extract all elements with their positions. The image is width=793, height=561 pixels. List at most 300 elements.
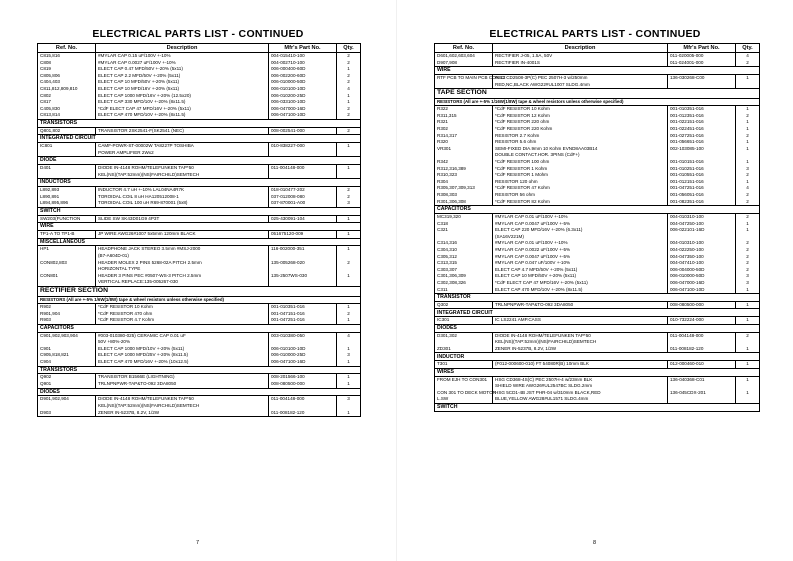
- cell-description: ELECT CAP 470 MFD/10V +-20% (8x11.5): [493, 287, 668, 294]
- cell-description: RESISTOR 120 ohm: [493, 179, 668, 186]
- cell-part-no: 001-012151-016: [668, 179, 736, 186]
- table-row: [435, 301, 760, 309]
- table-row: [38, 374, 361, 381]
- table-row: [435, 199, 760, 206]
- cell-description: JP WIRE AWG26#1007 5x5mm 120mm BLACK: [96, 231, 269, 239]
- cell-qty: 2: [736, 267, 760, 274]
- section-label: INDUCTOR: [435, 353, 760, 361]
- cell-description: SEMI-FIXED DIA.9mm 10 Kohm EVND8AA03B14: [493, 146, 668, 153]
- cell-description: *CdF RESISTOR 470 ohm: [96, 311, 269, 318]
- cell-qty: 2: [736, 60, 760, 67]
- cell-qty: 2: [337, 260, 361, 267]
- cell-ref: ZD301: [435, 346, 493, 353]
- table-row: [435, 317, 760, 325]
- cell-part-no: 001-012351-016: [668, 113, 736, 120]
- cell-qty: [337, 339, 361, 346]
- cell-ref: C905,818,821: [38, 352, 96, 359]
- cell-description: HSG CD368-4S(C) PEC 2507H-4 w/23mm BLK: [493, 376, 668, 383]
- cell-description: KEL(NS)(TAP:52mm)(NS)FAIRCHILD)SEMTECH: [493, 339, 668, 346]
- cell-qty: 2: [337, 311, 361, 318]
- cell-description: #MYLAR CAP 0.0027 uF/100V +-10%: [96, 60, 269, 67]
- cell-part-no: 001-047151-016: [269, 311, 337, 318]
- cell-part-no: 006-047000-16D: [269, 106, 337, 113]
- cell-ref: R320: [435, 139, 493, 146]
- table-row: [435, 254, 760, 261]
- section-label: TRANSISTOR: [435, 294, 760, 302]
- cell-description: DIODE IN-4148 ROHM/TELEFUNKEN TAP*50: [96, 396, 269, 403]
- cell-part-no: 004-010310-100: [668, 240, 736, 247]
- cell-description: RED,NC,BLACK AWG22#UL1007 SLDG.4mm: [493, 82, 668, 89]
- section-label: RECTIFIER SECTION: [38, 287, 361, 297]
- cell-qty: 1: [736, 301, 760, 309]
- cell-qty: 1: [337, 93, 361, 100]
- section-note-row: [435, 98, 760, 106]
- cell-ref: L890,891: [38, 194, 96, 201]
- table-row: [38, 317, 361, 324]
- cell-ref: C904: [38, 359, 96, 366]
- cell-ref: [38, 253, 96, 260]
- table-row: [435, 396, 760, 403]
- cell-ref: C808: [38, 60, 96, 67]
- cell-qty: 1: [736, 106, 760, 113]
- cell-part-no: [668, 152, 736, 159]
- section-header-row: [38, 157, 361, 165]
- table-row: [38, 194, 361, 201]
- cell-description: *CdF RESISTOR 1 Kohm: [493, 166, 668, 173]
- cell-description: KEL(NS)(TAP:52mm)(NS)FAIRCHILD)SEMTECH: [96, 172, 269, 179]
- cell-description: TRANSISTOR B1566E (LIGHTNING): [96, 374, 269, 381]
- table-header-row: [38, 44, 361, 53]
- cell-qty: 1: [337, 246, 361, 253]
- cell-ref: [38, 150, 96, 157]
- cell-description: ELECT CAP 1000 MFD/16V +-20% (12.5x20): [96, 93, 269, 100]
- table-row: [38, 266, 361, 273]
- cell-ref: R301,306,308: [435, 199, 493, 206]
- cell-qty: [736, 383, 760, 390]
- cell-ref: C819: [38, 66, 96, 73]
- cell-ref: R903: [38, 317, 96, 324]
- table-row: [435, 376, 760, 383]
- table-row: [38, 187, 361, 194]
- table-row: [435, 383, 760, 390]
- cell-qty: 2: [736, 240, 760, 247]
- cell-qty: 1: [337, 143, 361, 150]
- table-row: [38, 346, 361, 353]
- cell-qty: 1: [337, 165, 361, 172]
- cell-ref: D301,302: [435, 332, 493, 339]
- cell-ref: [38, 172, 96, 179]
- cell-qty: 2: [736, 213, 760, 220]
- cell-qty: 1: [337, 346, 361, 353]
- cell-part-no: 006-010000-50D: [668, 273, 736, 280]
- cell-qty: 2: [736, 247, 760, 254]
- cell-part-no: 001-056051-016: [668, 192, 736, 199]
- cell-part-no: 001-027251-016: [668, 133, 736, 140]
- section-header-row: [38, 179, 361, 187]
- cell-description: HORIZONTAL TYPE: [96, 266, 269, 273]
- table-row: [435, 240, 760, 247]
- cell-qty: 2: [337, 187, 361, 194]
- cell-ref: [38, 279, 96, 286]
- cell-description: HEADER 3 PINS PEC #0507-WS-3 PITCH 2.5mm: [96, 273, 269, 280]
- table-row: [435, 227, 760, 234]
- cell-qty: 1: [337, 99, 361, 106]
- page-number: 7: [196, 540, 200, 546]
- table-row: [38, 396, 361, 403]
- cell-qty: 2: [337, 194, 361, 201]
- cell-ref: L.SW: [435, 396, 493, 403]
- table-row: [435, 119, 760, 126]
- table-row: [435, 133, 760, 140]
- cell-ref: C901: [38, 346, 96, 353]
- table-row: [435, 339, 760, 346]
- cell-ref: Q302: [435, 301, 493, 309]
- table-row: [435, 126, 760, 133]
- cell-part-no: 001-010351-016: [668, 106, 736, 113]
- table-row: [435, 332, 760, 339]
- cell-qty: 1: [337, 66, 361, 73]
- cell-qty: 4: [736, 185, 760, 192]
- cell-description: TOROIDAL COIL 8 uH HA120512008-1: [96, 194, 269, 201]
- cell-qty: 1: [337, 231, 361, 239]
- table-row: [38, 260, 361, 267]
- cell-description: *CdF RESISTOR 10 Kohm: [493, 106, 668, 113]
- cell-ref: C313,315: [435, 260, 493, 267]
- section-label: WIRE: [38, 223, 361, 231]
- cell-ref: [435, 234, 493, 241]
- table-row: [38, 172, 361, 179]
- cell-part-no: 136-045CDX-201: [668, 390, 736, 397]
- section-label: TRANSISTORS: [38, 119, 361, 127]
- cell-description: HSG CD2508-3P(C) PEC 2507H-3 w/250mm: [493, 74, 668, 81]
- table-row: [435, 106, 760, 113]
- cell-qty: [736, 339, 760, 346]
- cell-part-no: 004-015410-100: [269, 53, 337, 60]
- section-label: WIRES: [435, 368, 760, 376]
- table-row: [38, 410, 361, 417]
- section-label: TRANSISTORS: [38, 366, 361, 374]
- table-row: [38, 165, 361, 172]
- cell-description: TOROIDAL COIL 100 uH R69-870001 (5x8): [96, 200, 269, 207]
- cell-ref: CON801: [38, 273, 96, 280]
- cell-ref: IC801: [38, 143, 96, 150]
- table-row: [38, 112, 361, 119]
- cell-part-no: [269, 339, 337, 346]
- cell-part-no: [668, 234, 736, 241]
- cell-part-no: 001-022451-016: [668, 126, 736, 133]
- table-row: [38, 60, 361, 67]
- cell-ref: D901,902,904: [38, 396, 96, 403]
- cell-ref: C305,312: [435, 254, 493, 261]
- section-label: DIODES: [38, 388, 361, 396]
- cell-qty: [337, 172, 361, 179]
- section-header-row: [435, 294, 760, 302]
- cell-description: DIODE IN-4148 ROHM/TELEFUNKEN TAP*50: [96, 165, 269, 172]
- cell-qty: 2: [736, 254, 760, 261]
- cell-qty: 2: [736, 133, 760, 140]
- cell-description: ELECT CAP 1000 MFD/25V +-20% (8x11.5): [96, 352, 269, 359]
- cell-part-no: 135-2507WS-030: [269, 273, 337, 280]
- cell-ref: D601,602,603,604: [435, 53, 493, 60]
- cell-part-no: 012-000460-010: [668, 361, 736, 369]
- section-header-row: [38, 119, 361, 127]
- cell-qty: 1: [736, 126, 760, 133]
- cell-part-no: 001-047251-016: [668, 185, 736, 192]
- cell-ref: [435, 152, 493, 159]
- header-part-no: Mfr's Part No.: [668, 44, 736, 53]
- table-row: [435, 361, 760, 369]
- table-row: [435, 113, 760, 120]
- page-title: ELECTRICAL PARTS LIST - CONTINUED: [489, 28, 701, 40]
- cell-description: SLIDE SW SK43D01G9 4P3T: [96, 215, 269, 223]
- cell-qty: 1: [337, 410, 361, 417]
- cell-description: (B7-A604D-01): [96, 253, 269, 260]
- table-row: [38, 246, 361, 253]
- cell-description: ELECT CAP 10 MFD/16V +-20% (5x11): [96, 86, 269, 93]
- cell-part-no: 003-010380-050: [269, 332, 337, 339]
- cell-part-no: 006-047100-10D: [269, 112, 337, 119]
- cell-part-no: [668, 82, 736, 89]
- parts-table: [434, 43, 760, 412]
- cell-part-no: [668, 339, 736, 346]
- section-header-row: [435, 67, 760, 75]
- table-row: [38, 150, 361, 157]
- section-note: RESISTORS (All are +-5% 1/6W(1/8W) tape & wheel resistors unless otherwise specified): [38, 296, 361, 304]
- cell-qty: 1: [736, 221, 760, 228]
- cell-part-no: [269, 172, 337, 179]
- cell-ref: [38, 403, 96, 410]
- table-row: [38, 332, 361, 339]
- table-row: [435, 152, 760, 159]
- cell-qty: 1: [736, 317, 760, 325]
- cell-qty: 1: [736, 361, 760, 369]
- cell-part-no: 135-005268-020: [269, 260, 337, 267]
- cell-qty: 1: [736, 139, 760, 146]
- cell-qty: 2: [337, 112, 361, 119]
- cell-part-no: 011-004148-000: [668, 332, 736, 339]
- cell-part-no: 001-010351-016: [269, 304, 337, 311]
- cell-qty: 3: [337, 396, 361, 403]
- cell-ref: IC301: [435, 317, 493, 325]
- cell-ref: R901,904: [38, 311, 96, 318]
- table-row: [38, 66, 361, 73]
- cell-description: VERTICAL REPLACE:135-005267-030: [96, 279, 269, 286]
- table-row: [435, 267, 760, 274]
- cell-qty: [337, 403, 361, 410]
- table-row: [435, 273, 760, 280]
- table-row: [38, 73, 361, 80]
- cell-part-no: 011-008182-120: [668, 346, 736, 353]
- table-row: [435, 60, 760, 67]
- cell-ref: [38, 266, 96, 273]
- cell-ref: R311,315: [435, 113, 493, 120]
- cell-part-no: 010-732224-000: [668, 317, 736, 325]
- table-row: [38, 352, 361, 359]
- cell-part-no: 004-010310-100: [668, 213, 736, 220]
- table-row: [38, 339, 361, 346]
- table-row: [435, 192, 760, 199]
- table-row: [435, 221, 760, 228]
- cell-description: ELECT CAP 0.47 MFD/50V +-20% (5x11): [96, 66, 269, 73]
- section-header-row: [38, 223, 361, 231]
- cell-description: RECTIFIER IN-4001S: [493, 60, 668, 67]
- section-label: DIODES: [435, 324, 760, 332]
- cell-ref: C901,902,903,904: [38, 332, 96, 339]
- cell-description: #MYLAR CAP 0.0022 uF/100V +-5%: [493, 247, 668, 254]
- table-row: [38, 253, 361, 260]
- section-header-row: [435, 368, 760, 376]
- table-header-row: [435, 44, 760, 53]
- cell-description: *CdF ELECT CAP 47 MFD/16V +-20% (5x11): [493, 280, 668, 287]
- cell-description: #MYLAR CAP 0.01 uF/100V +-10%: [493, 240, 668, 247]
- cell-description: ZENER IN-5237B, 8.2V, 1/2W: [493, 346, 668, 353]
- cell-qty: 2: [736, 199, 760, 206]
- cell-ref: C813,814: [38, 112, 96, 119]
- cell-description: *CdF RESISTOR 4.7 Kohm: [96, 317, 269, 324]
- header-ref: Ref. No.: [435, 44, 493, 53]
- section-label: MISCELLANEOUS: [38, 238, 361, 246]
- cell-qty: 1: [736, 227, 760, 234]
- section-label: DIODE: [38, 157, 361, 165]
- cell-qty: 2: [337, 106, 361, 113]
- cell-part-no: 006-047100-16D: [269, 359, 337, 366]
- section-note: RESISTORS (All are +-5% 1/16W(1/8W) tape & wheel resistors unless otherwise specified): [435, 98, 760, 106]
- cell-description: #MYLAR CAP 0.01 uF/100V +-10%: [493, 213, 668, 220]
- table-row: [435, 213, 760, 220]
- cell-description: (F012-000600-010) FT 54080R(B) 10mm BLK: [493, 361, 668, 369]
- section-label: SWITCH: [435, 404, 760, 412]
- cell-ref: Q801,802: [38, 127, 96, 135]
- table-row: [38, 53, 361, 60]
- table-row: [38, 359, 361, 366]
- cell-part-no: 002-103085-100: [668, 146, 736, 153]
- cell-qty: 1: [736, 390, 760, 397]
- cell-description: *CdF RESISTOR 10 Kohm: [96, 304, 269, 311]
- cell-ref: C311: [435, 287, 493, 294]
- cell-part-no: 006-002200-60D: [269, 73, 337, 80]
- cell-part-no: 008-080500-000: [668, 301, 736, 309]
- cell-description: *CdF RESISTOR 220 Kohm: [493, 126, 668, 133]
- cell-ref: R302: [435, 126, 493, 133]
- table-row: [38, 99, 361, 106]
- cell-ref: R314,317: [435, 133, 493, 140]
- cell-ref: RTF PCB TO MAIN PCB CON.12: [435, 74, 493, 81]
- section-header-row: [38, 388, 361, 396]
- cell-qty: [736, 396, 760, 403]
- section-label: INTEGRATED CIRCUIT: [435, 309, 760, 317]
- cell-ref: R308,303: [435, 192, 493, 199]
- cell-description: POWER AMPLIFIER 2Wx2: [96, 150, 269, 157]
- cell-part-no: 001-010251-016: [668, 166, 736, 173]
- cell-ref: VR301: [435, 146, 493, 153]
- cell-description: *CdF RESISTOR 100 ohm: [493, 159, 668, 166]
- cell-ref: R342: [435, 159, 493, 166]
- cell-description: DIODE IN-4148 ROHM/TELEFUNKEN TAP*50: [493, 332, 668, 339]
- cell-part-no: 008-080500-000: [269, 381, 337, 388]
- cell-part-no: 006-000400-60D: [269, 66, 337, 73]
- table-body: [38, 53, 361, 417]
- cell-ref: C805,806: [38, 73, 96, 80]
- section-label: CAPACITORS: [435, 206, 760, 214]
- cell-qty: 2: [736, 172, 760, 179]
- cell-description: ELECT CAP 470 MFD/16V +-20% (10x12.5): [96, 359, 269, 366]
- cell-qty: [736, 234, 760, 241]
- cell-ref: FROM EJH TO CON301: [435, 376, 493, 383]
- table-row: [38, 106, 361, 113]
- table-row: [435, 287, 760, 294]
- cell-part-no: 011-008182-120: [269, 410, 337, 417]
- cell-part-no: 006-010200-25D: [269, 93, 337, 100]
- cell-description: HEADER MOLEX 2 PINS 5268-02A PITCH 2.5mm: [96, 260, 269, 267]
- cell-part-no: [668, 396, 736, 403]
- cell-part-no: 008-002541-000: [269, 127, 337, 135]
- page-title: ELECTRICAL PARTS LIST - CONTINUED: [92, 28, 304, 40]
- cell-ref: [435, 383, 493, 390]
- cell-qty: 1: [736, 119, 760, 126]
- table-row: [38, 273, 361, 280]
- section-header-row: [38, 324, 361, 332]
- table-row: [38, 93, 361, 100]
- table-row: [435, 185, 760, 192]
- header-qty: Qty.: [736, 44, 760, 53]
- cell-part-no: [269, 403, 337, 410]
- cell-qty: 1: [337, 359, 361, 366]
- cell-part-no: [269, 150, 337, 157]
- cell-qty: 3: [337, 200, 361, 207]
- cell-part-no: [269, 279, 337, 286]
- cell-description: ELECT CAP 10 MFD/50V +-20% (5x11): [96, 79, 269, 86]
- table-row: [435, 172, 760, 179]
- cell-part-no: 004-047350-100: [668, 254, 736, 261]
- cell-ref: D903: [38, 410, 96, 417]
- cell-ref: C321: [435, 227, 493, 234]
- cell-part-no: 004-022250-100: [668, 247, 736, 254]
- cell-description: ZENER IN-5237B, 8.2V, 1/2W: [96, 410, 269, 417]
- section-header-row: [435, 404, 760, 412]
- cell-ref: C302,308,326: [435, 280, 493, 287]
- cell-part-no: 011-020005-000: [668, 53, 736, 60]
- cell-ref: C405,830: [38, 106, 96, 113]
- cell-ref: R304: [435, 179, 493, 186]
- cell-part-no: 011-004148-000: [269, 165, 337, 172]
- cell-description: ELECT CAP 2.2 MFD/50V +-20% (5x11): [96, 73, 269, 80]
- table-row: [435, 247, 760, 254]
- cell-ref: C817: [38, 99, 96, 106]
- table-row: [38, 403, 361, 410]
- cell-qty: 4: [337, 86, 361, 93]
- cell-description: ELECT CAP 4.7 MFD/50V +-20% (5x11): [493, 267, 668, 274]
- cell-qty: 3: [736, 166, 760, 173]
- section-header-row: [38, 207, 361, 215]
- cell-part-no: [668, 383, 736, 390]
- cell-ref: CON 301 TO DECK MOTOR: [435, 390, 493, 397]
- cell-part-no: 006-010100-10D: [269, 346, 337, 353]
- cell-description: TRLNPNPWR-TAP&TO-092 3DA8050: [96, 381, 269, 388]
- cell-ref: C303,307: [435, 267, 493, 274]
- table-row: [435, 234, 760, 241]
- cell-description: RESISTOR 5.6 ohm: [493, 139, 668, 146]
- cell-ref: CON802,803: [38, 260, 96, 267]
- cell-ref: R305,307,309,313: [435, 185, 493, 192]
- cell-qty: 1: [337, 215, 361, 223]
- cell-description: IC LS2241 AMP.CASS: [493, 317, 668, 325]
- cell-ref: R321: [435, 119, 493, 126]
- cell-ref: Q902: [38, 374, 96, 381]
- section-header-row: [435, 206, 760, 214]
- cell-ref: R312,316,389: [435, 166, 493, 173]
- cell-part-no: 051675120-009: [269, 231, 337, 239]
- cell-description: BLUE,YELLOW AWG28#UL1571 SLDG.4mm: [493, 396, 668, 403]
